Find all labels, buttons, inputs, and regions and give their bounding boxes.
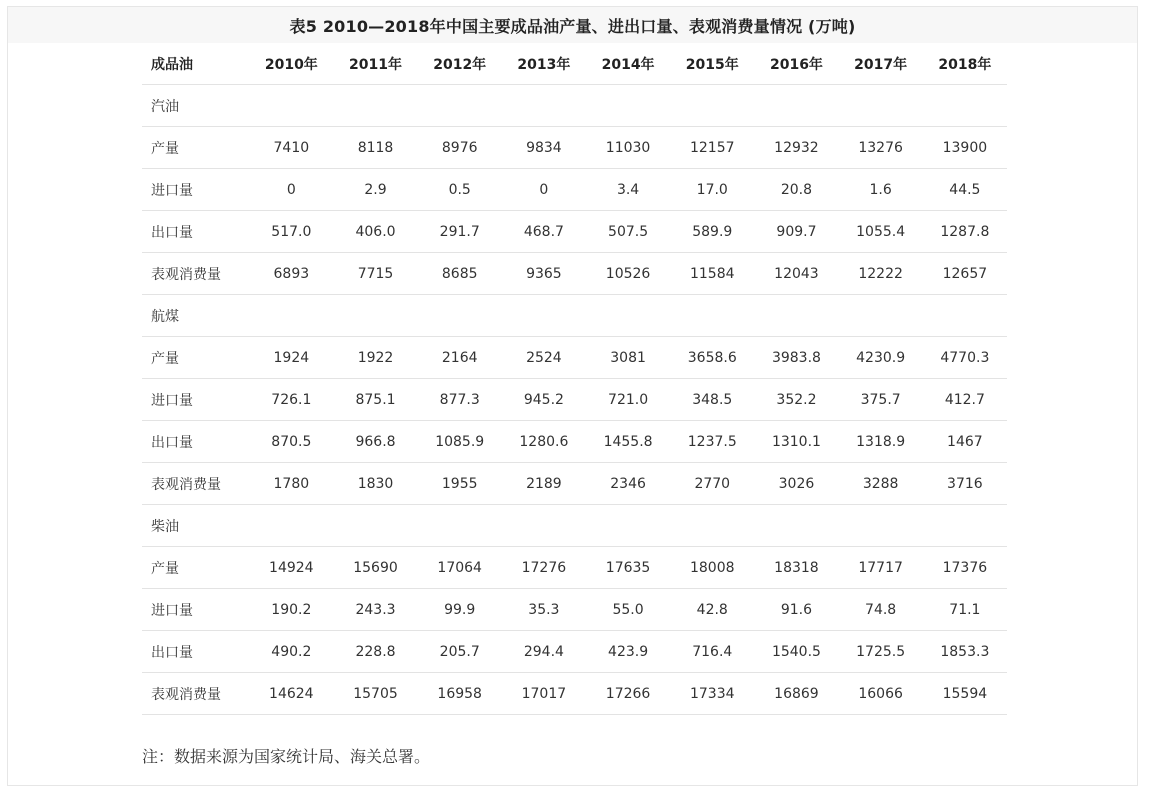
column-header: 2016年 bbox=[754, 43, 838, 85]
group-row bbox=[142, 295, 1007, 337]
value-cell: 1725.5 bbox=[839, 631, 923, 673]
source-note: 注：数据来源为国家统计局、海关总署。 bbox=[142, 747, 431, 766]
value-cell: 0.5 bbox=[418, 169, 502, 211]
value-cell: 589.9 bbox=[670, 211, 754, 253]
value-cell: 71.1 bbox=[923, 589, 1007, 631]
value-cell: 17334 bbox=[670, 673, 754, 715]
empty-cell bbox=[418, 85, 502, 127]
value-cell: 205.7 bbox=[418, 631, 502, 673]
column-header: 2014年 bbox=[586, 43, 670, 85]
value-cell: 17635 bbox=[586, 547, 670, 589]
table-row bbox=[142, 463, 1007, 505]
table-row bbox=[142, 589, 1007, 631]
column-header: 2017年 bbox=[839, 43, 923, 85]
group-label: 汽油 bbox=[142, 85, 249, 127]
value-cell: 1780 bbox=[249, 463, 333, 505]
value-cell: 291.7 bbox=[418, 211, 502, 253]
value-cell: 11030 bbox=[586, 127, 670, 169]
value-cell: 294.4 bbox=[502, 631, 586, 673]
value-cell: 8976 bbox=[418, 127, 502, 169]
empty-cell bbox=[502, 505, 586, 547]
row-label: 产量 bbox=[142, 547, 249, 589]
column-header: 2011年 bbox=[333, 43, 417, 85]
value-cell: 16066 bbox=[839, 673, 923, 715]
value-cell: 74.8 bbox=[839, 589, 923, 631]
data-table bbox=[142, 43, 1007, 715]
value-cell: 12043 bbox=[754, 253, 838, 295]
column-header: 2018年 bbox=[923, 43, 1007, 85]
empty-cell bbox=[923, 85, 1007, 127]
row-label: 进口量 bbox=[142, 169, 249, 211]
row-label: 出口量 bbox=[142, 211, 249, 253]
table-row bbox=[142, 673, 1007, 715]
value-cell: 15705 bbox=[333, 673, 417, 715]
table-row bbox=[142, 547, 1007, 589]
value-cell: 966.8 bbox=[333, 421, 417, 463]
value-cell: 0 bbox=[502, 169, 586, 211]
value-cell: 1280.6 bbox=[502, 421, 586, 463]
value-cell: 14924 bbox=[249, 547, 333, 589]
value-cell: 877.3 bbox=[418, 379, 502, 421]
row-label: 出口量 bbox=[142, 631, 249, 673]
table-row bbox=[142, 253, 1007, 295]
column-header: 2010年 bbox=[249, 43, 333, 85]
value-cell: 2189 bbox=[502, 463, 586, 505]
value-cell: 726.1 bbox=[249, 379, 333, 421]
value-cell: 243.3 bbox=[333, 589, 417, 631]
value-cell: 17276 bbox=[502, 547, 586, 589]
value-cell: 721.0 bbox=[586, 379, 670, 421]
value-cell: 3081 bbox=[586, 337, 670, 379]
value-cell: 12157 bbox=[670, 127, 754, 169]
value-cell: 1.6 bbox=[839, 169, 923, 211]
value-cell: 875.1 bbox=[333, 379, 417, 421]
value-cell: 17017 bbox=[502, 673, 586, 715]
empty-cell bbox=[418, 295, 502, 337]
value-cell: 17266 bbox=[586, 673, 670, 715]
value-cell: 6893 bbox=[249, 253, 333, 295]
table-body bbox=[142, 85, 1007, 715]
group-row bbox=[142, 505, 1007, 547]
value-cell: 945.2 bbox=[502, 379, 586, 421]
value-cell: 14624 bbox=[249, 673, 333, 715]
group-label: 航煤 bbox=[142, 295, 249, 337]
empty-cell bbox=[502, 295, 586, 337]
value-cell: 716.4 bbox=[670, 631, 754, 673]
table-caption-bar bbox=[8, 7, 1137, 43]
value-cell: 4230.9 bbox=[839, 337, 923, 379]
value-cell: 1237.5 bbox=[670, 421, 754, 463]
value-cell: 423.9 bbox=[586, 631, 670, 673]
value-cell: 190.2 bbox=[249, 589, 333, 631]
value-cell: 16958 bbox=[418, 673, 502, 715]
empty-cell bbox=[502, 85, 586, 127]
value-cell: 17717 bbox=[839, 547, 923, 589]
value-cell: 17376 bbox=[923, 547, 1007, 589]
empty-cell bbox=[839, 85, 923, 127]
value-cell: 2770 bbox=[670, 463, 754, 505]
value-cell: 228.8 bbox=[333, 631, 417, 673]
value-cell: 2346 bbox=[586, 463, 670, 505]
empty-cell bbox=[923, 505, 1007, 547]
value-cell: 1830 bbox=[333, 463, 417, 505]
value-cell: 3716 bbox=[923, 463, 1007, 505]
value-cell: 10526 bbox=[586, 253, 670, 295]
value-cell: 1853.3 bbox=[923, 631, 1007, 673]
value-cell: 1318.9 bbox=[839, 421, 923, 463]
table-row bbox=[142, 211, 1007, 253]
empty-cell bbox=[586, 505, 670, 547]
value-cell: 1310.1 bbox=[754, 421, 838, 463]
empty-cell bbox=[586, 295, 670, 337]
column-header: 2013年 bbox=[502, 43, 586, 85]
column-header: 2012年 bbox=[418, 43, 502, 85]
empty-cell bbox=[333, 85, 417, 127]
empty-cell bbox=[249, 505, 333, 547]
value-cell: 12657 bbox=[923, 253, 1007, 295]
empty-cell bbox=[670, 295, 754, 337]
value-cell: 9834 bbox=[502, 127, 586, 169]
value-cell: 1287.8 bbox=[923, 211, 1007, 253]
empty-cell bbox=[754, 505, 838, 547]
column-header: 2015年 bbox=[670, 43, 754, 85]
value-cell: 16869 bbox=[754, 673, 838, 715]
empty-cell bbox=[754, 295, 838, 337]
value-cell: 909.7 bbox=[754, 211, 838, 253]
row-label: 进口量 bbox=[142, 589, 249, 631]
value-cell: 1922 bbox=[333, 337, 417, 379]
value-cell: 517.0 bbox=[249, 211, 333, 253]
value-cell: 0 bbox=[249, 169, 333, 211]
table-row bbox=[142, 379, 1007, 421]
value-cell: 1924 bbox=[249, 337, 333, 379]
value-cell: 18318 bbox=[754, 547, 838, 589]
group-label: 柴油 bbox=[142, 505, 249, 547]
value-cell: 91.6 bbox=[754, 589, 838, 631]
empty-cell bbox=[670, 85, 754, 127]
value-cell: 8685 bbox=[418, 253, 502, 295]
empty-cell bbox=[754, 85, 838, 127]
value-cell: 99.9 bbox=[418, 589, 502, 631]
value-cell: 9365 bbox=[502, 253, 586, 295]
row-label: 出口量 bbox=[142, 421, 249, 463]
table-row bbox=[142, 421, 1007, 463]
value-cell: 406.0 bbox=[333, 211, 417, 253]
value-cell: 490.2 bbox=[249, 631, 333, 673]
value-cell: 13276 bbox=[839, 127, 923, 169]
table-row bbox=[142, 127, 1007, 169]
empty-cell bbox=[249, 85, 333, 127]
value-cell: 15594 bbox=[923, 673, 1007, 715]
value-cell: 7410 bbox=[249, 127, 333, 169]
value-cell: 1467 bbox=[923, 421, 1007, 463]
value-cell: 3983.8 bbox=[754, 337, 838, 379]
empty-cell bbox=[839, 295, 923, 337]
value-cell: 42.8 bbox=[670, 589, 754, 631]
value-cell: 17064 bbox=[418, 547, 502, 589]
document-page bbox=[7, 6, 1138, 786]
value-cell: 7715 bbox=[333, 253, 417, 295]
value-cell: 1540.5 bbox=[754, 631, 838, 673]
value-cell: 2164 bbox=[418, 337, 502, 379]
empty-cell bbox=[670, 505, 754, 547]
value-cell: 4770.3 bbox=[923, 337, 1007, 379]
value-cell: 348.5 bbox=[670, 379, 754, 421]
value-cell: 44.5 bbox=[923, 169, 1007, 211]
empty-cell bbox=[333, 505, 417, 547]
value-cell: 468.7 bbox=[502, 211, 586, 253]
value-cell: 2524 bbox=[502, 337, 586, 379]
table-row bbox=[142, 337, 1007, 379]
value-cell: 3.4 bbox=[586, 169, 670, 211]
value-cell: 12222 bbox=[839, 253, 923, 295]
row-label: 表观消费量 bbox=[142, 253, 249, 295]
table-header-row bbox=[142, 43, 1007, 85]
row-label: 产量 bbox=[142, 337, 249, 379]
value-cell: 15690 bbox=[333, 547, 417, 589]
empty-cell bbox=[839, 505, 923, 547]
value-cell: 17.0 bbox=[670, 169, 754, 211]
table-row bbox=[142, 631, 1007, 673]
empty-cell bbox=[586, 85, 670, 127]
value-cell: 8118 bbox=[333, 127, 417, 169]
value-cell: 375.7 bbox=[839, 379, 923, 421]
row-label: 产量 bbox=[142, 127, 249, 169]
column-header: 成品油 bbox=[142, 43, 249, 85]
value-cell: 20.8 bbox=[754, 169, 838, 211]
value-cell: 507.5 bbox=[586, 211, 670, 253]
value-cell: 3026 bbox=[754, 463, 838, 505]
value-cell: 12932 bbox=[754, 127, 838, 169]
value-cell: 870.5 bbox=[249, 421, 333, 463]
row-label: 表观消费量 bbox=[142, 463, 249, 505]
value-cell: 1055.4 bbox=[839, 211, 923, 253]
value-cell: 1955 bbox=[418, 463, 502, 505]
empty-cell bbox=[418, 505, 502, 547]
value-cell: 3658.6 bbox=[670, 337, 754, 379]
row-label: 进口量 bbox=[142, 379, 249, 421]
value-cell: 55.0 bbox=[586, 589, 670, 631]
value-cell: 412.7 bbox=[923, 379, 1007, 421]
value-cell: 2.9 bbox=[333, 169, 417, 211]
empty-cell bbox=[249, 295, 333, 337]
value-cell: 352.2 bbox=[754, 379, 838, 421]
value-cell: 35.3 bbox=[502, 589, 586, 631]
value-cell: 11584 bbox=[670, 253, 754, 295]
value-cell: 1455.8 bbox=[586, 421, 670, 463]
table-row bbox=[142, 169, 1007, 211]
empty-cell bbox=[923, 295, 1007, 337]
value-cell: 1085.9 bbox=[418, 421, 502, 463]
empty-cell bbox=[333, 295, 417, 337]
value-cell: 3288 bbox=[839, 463, 923, 505]
value-cell: 13900 bbox=[923, 127, 1007, 169]
group-row bbox=[142, 85, 1007, 127]
table-title: 表5 2010—2018年中国主要成品油产量、进出口量、表观消费量情况 (万吨) bbox=[289, 16, 856, 36]
value-cell: 18008 bbox=[670, 547, 754, 589]
row-label: 表观消费量 bbox=[142, 673, 249, 715]
